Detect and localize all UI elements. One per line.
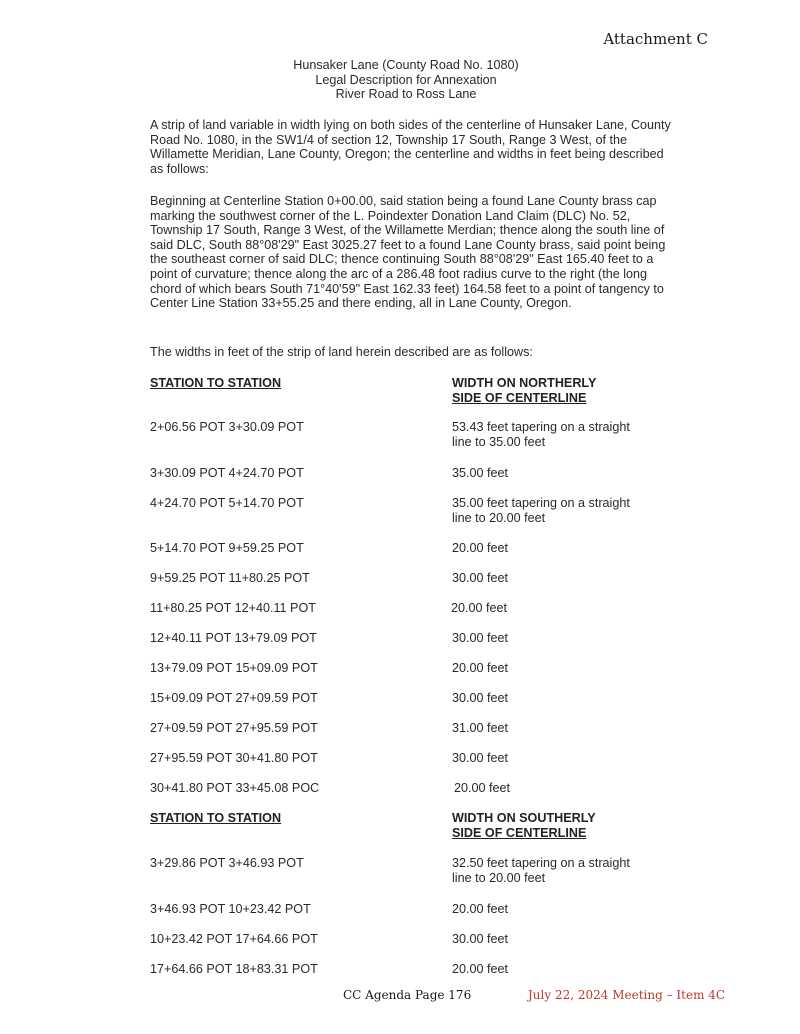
table-row-south-1-width: 32.50 feet tapering on a straight line to 20.00 feet [452, 856, 630, 885]
table-row-north-4-stations: 5+14.70 POT 9+59.25 POT [150, 541, 304, 555]
table-row-north-2-width: 35.00 feet [452, 466, 509, 480]
beginning-paragraph: Beginning at Centerline Station 0+00.00, said station being a found Lane County brass cap marking the southwest corner of the L. Poindexter Donation Land Claim (DLC) No. 52, Township 17 South, Range 3 West, of the Willamette Merdian; thence along the south line of said DLC, South 88°08'29" East 3025.27 feet to a found Lane County brass, said point being the southeast corner of said DLC; thence continuing South 88°08'29" East 165.40 feet to a point of curvature; thence along the arc of a 286.48 foot radius curve to the right (the long chord of which bears South 71°40'59" East 162.33 feet) 164.58 feet to a point of tangency to Center Line Station 33+55.25 and there ending, all in Lane County, Oregon. [150, 194, 666, 311]
table-row-north-7-width: 30.00 feet [452, 631, 509, 645]
table-row-north-6-stations: 11+80.25 POT 12+40.11 POT [150, 601, 316, 615]
table-row-south-2-width: 20.00 feet [452, 902, 509, 916]
table-row-north-12-width: 20.00 feet [454, 781, 511, 795]
table-row-north-1-width: 53.43 feet tapering on a straight line to 35.00 feet [452, 420, 630, 449]
north-header-stations: STATION TO STATION [150, 376, 282, 390]
table-row-north-9-stations: 15+09.09 POT 27+09.59 POT [150, 691, 318, 705]
table-row-north-6-width: 20.00 feet [451, 601, 508, 615]
title-line-description: Legal Description for Annexation [315, 72, 497, 87]
table-row-north-9-width: 30.00 feet [452, 691, 509, 705]
widths-intro: The widths in feet of the strip of land herein described are as follows: [150, 345, 533, 359]
footer-meeting-reference: July 22, 2024 Meeting – Item 4C [528, 988, 726, 1002]
table-row-north-5-stations: 9+59.25 POT 11+80.25 POT [150, 571, 310, 585]
table-row-north-1-stations: 2+06.56 POT 3+30.09 POT [150, 420, 304, 434]
south-header-width [452, 811, 596, 840]
table-row-north-3-stations: 4+24.70 POT 5+14.70 POT [150, 496, 304, 510]
intro-paragraph: A strip of land variable in width lying on both sides of the centerline of Hunsaker Lane, County Road No. 1080, in the SW1/4 of section 12, Township 17 South, Range 3 West, of the Willamette Meridian, Lane County, Oregon; the centerline and widths in feet being described as follows: [150, 118, 671, 176]
table-row-north-11-width: 30.00 feet [452, 751, 509, 765]
attachment-label: Attachment C [603, 30, 708, 48]
title-line-road: Hunsaker Lane (County Road No. 1080) [293, 58, 519, 72]
table-row-north-4-width: 20.00 feet [452, 541, 509, 555]
title-line-extent: River Road to Ross Lane [335, 87, 477, 101]
table-row-north-10-width: 31.00 feet [452, 721, 509, 735]
document-title [0, 58, 800, 102]
north-header-width-line1: WIDTH ON NORTHERLY [452, 376, 597, 390]
south-header-width-line1: WIDTH ON SOUTHERLY [452, 811, 596, 825]
table-row-north-12-stations: 30+41.80 POT 33+45.08 POC [150, 781, 320, 795]
table-row-north-8-width: 20.00 feet [452, 661, 509, 675]
table-row-south-4-width: 20.00 feet [452, 962, 509, 976]
footer-page-number: CC Agenda Page 176 [343, 988, 472, 1002]
table-row-south-4-stations: 17+64.66 POT 18+83.31 POT [150, 962, 318, 976]
table-row-north-3-width: 35.00 feet tapering on a straight line to 20.00 feet [452, 496, 630, 525]
north-header-width [452, 376, 596, 405]
north-header-width-line2: SIDE OF CENTERLINE [452, 390, 587, 405]
table-row-north-11-stations: 27+95.59 POT 30+41.80 POT [150, 751, 318, 765]
table-row-north-2-stations: 3+30.09 POT 4+24.70 POT [150, 466, 304, 480]
table-row-south-2-stations: 3+46.93 POT 10+23.42 POT [150, 902, 311, 916]
south-header-width-line2: SIDE OF CENTERLINE [452, 825, 587, 840]
table-row-north-7-stations: 12+40.11 POT 13+79.09 POT [150, 631, 317, 645]
table-row-south-3-stations: 10+23.42 POT 17+64.66 POT [150, 932, 318, 946]
table-row-south-1-stations: 3+29.86 POT 3+46.93 POT [150, 856, 304, 870]
table-row-north-10-stations: 27+09.59 POT 27+95.59 POT [150, 721, 318, 735]
table-row-north-5-width: 30.00 feet [452, 571, 509, 585]
table-row-north-8-stations: 13+79.09 POT 15+09.09 POT [150, 661, 318, 675]
south-header-stations: STATION TO STATION [150, 811, 282, 825]
table-row-south-3-width: 30.00 feet [452, 932, 509, 946]
